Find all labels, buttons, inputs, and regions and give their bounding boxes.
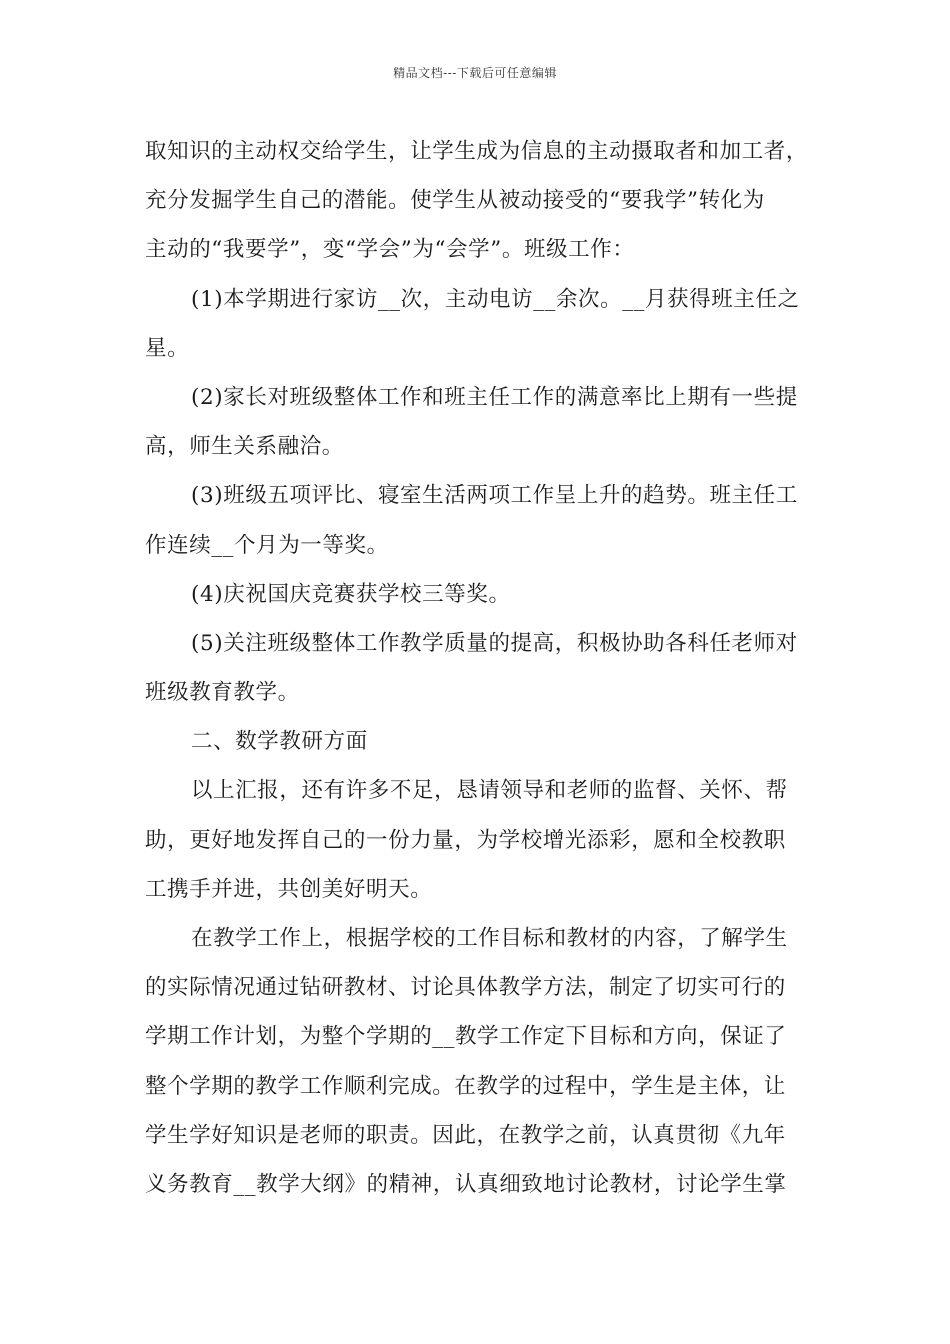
- text-line: 学期工作计划，为整个学期的__教学工作定下目标和方向，保证了: [145, 1024, 787, 1050]
- text-line: (4)庆祝国庆竞赛获学校三等奖。: [191, 581, 511, 607]
- text-line: 以上汇报，还有许多不足，恳请领导和老师的监督、关怀、帮: [191, 778, 788, 804]
- text-line: (5)关注班级整体工作教学质量的提高，积极协助各科任老师对: [191, 630, 798, 656]
- text-line: 整个学期的教学工作顺利完成。在教学的过程中，学生是主体，让: [145, 1073, 786, 1099]
- document-body: [145, 127, 810, 1209]
- text-line: 星。: [145, 335, 190, 361]
- text-line: 充分发掘学生自己的潜能。使学生从被动接受的“要我学”转化为: [145, 188, 765, 214]
- text-line: (2)家长对班级整体工作和班主任工作的满意率比上期有一些提: [191, 384, 798, 410]
- text-line: 义务教育__教学大纲》的精神，认真细致地讨论教材，讨论学生掌: [145, 1171, 787, 1197]
- text-line: (3)班级五项评比、寝室生活两项工作呈上升的趋势。班主任工: [191, 483, 798, 509]
- text-line: 班级教育教学。: [145, 680, 300, 706]
- text-line: 工携手并进，共创美好明天。: [145, 876, 433, 902]
- text-line: 作连续__个月为一等奖。: [145, 532, 389, 558]
- text-line: 在教学工作上，根据学校的工作目标和教材的内容，了解学生: [191, 926, 788, 951]
- text-line: 取知识的主动权交给学生，让学生成为信息的主动摄取者和加工者，: [145, 139, 809, 164]
- text-line: 学生学好知识是老师的职责。因此，在教学之前，认真贯彻《九年: [145, 1122, 786, 1148]
- text-line: (1)本学期进行家访__次，主动电访__余次。__月获得班主任之: [191, 286, 800, 312]
- section-heading: 二、数学教研方面: [191, 729, 368, 755]
- page-header: 精品文档---下载后可任意编辑: [393, 66, 557, 80]
- text-line: 高，师生关系融洽。: [145, 434, 344, 460]
- text-line: 的实际情况通过钻研教材、讨论具体教学方法，制定了切实可行的: [145, 975, 786, 1001]
- text-line: 助，更好地发挥自己的一份力量，为学校增光添彩，愿和全校教职: [145, 827, 786, 853]
- text-line: 主动的“我要学”，变“学会”为“会学”。班级工作：: [145, 237, 635, 263]
